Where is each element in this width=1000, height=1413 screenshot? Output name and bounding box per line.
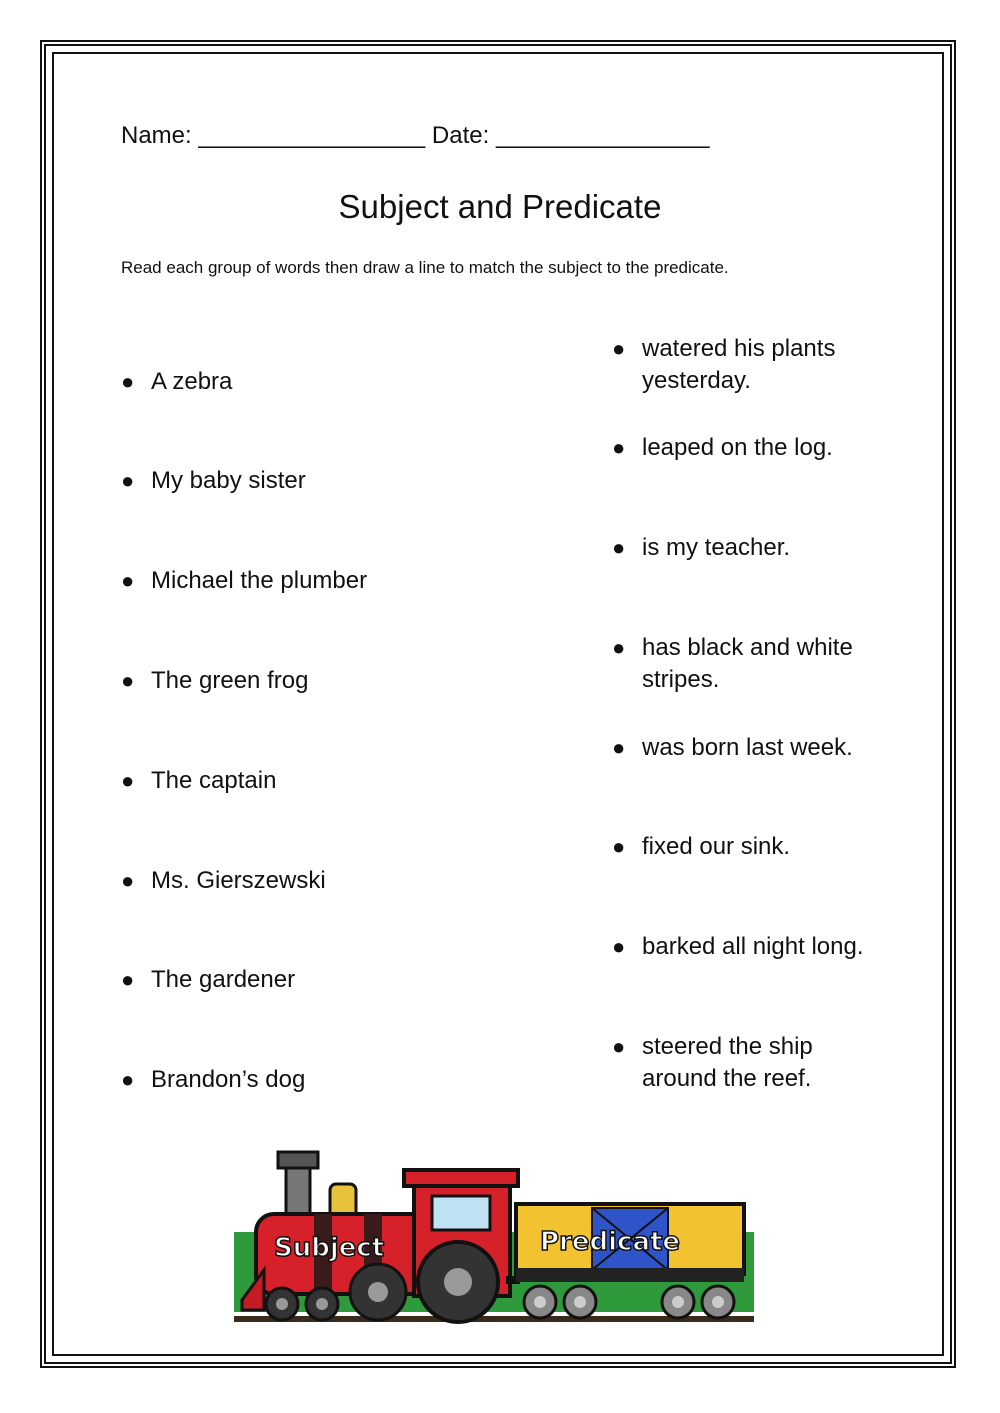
bullet-icon: ●: [612, 535, 626, 560]
bullet-icon: ●: [121, 369, 135, 394]
engine-label: Subject: [274, 1233, 385, 1263]
bullet-icon: ●: [612, 1034, 626, 1059]
bullet-icon: ●: [121, 868, 135, 893]
bullet-icon: ●: [612, 336, 626, 361]
cab-window: [432, 1196, 490, 1230]
bullet-icon: ●: [121, 568, 135, 593]
train-illustration: [234, 1150, 754, 1328]
bullet-icon: ●: [612, 735, 626, 760]
bullet-icon: ●: [121, 468, 135, 493]
bullet-icon: ●: [612, 435, 626, 460]
cab-roof: [404, 1170, 518, 1186]
bullet-icon: ●: [612, 834, 626, 859]
bullet-icon: ●: [121, 668, 135, 693]
bullet-icon: ●: [612, 934, 626, 959]
bullet-icon: ●: [121, 768, 135, 793]
page-title: Subject and Predicate: [338, 188, 662, 225]
bullet-icon: ●: [121, 967, 135, 992]
bullet-icon: ●: [612, 635, 626, 660]
car-label: Predicate: [540, 1227, 681, 1257]
bullet-icon: ●: [121, 1067, 135, 1092]
smokestack: [278, 1152, 318, 1168]
name-date-line: Name: _________________ Date: ________________: [121, 122, 710, 149]
instructions: Read each group of words then draw a line to match the subject to the predicate.: [121, 258, 729, 277]
